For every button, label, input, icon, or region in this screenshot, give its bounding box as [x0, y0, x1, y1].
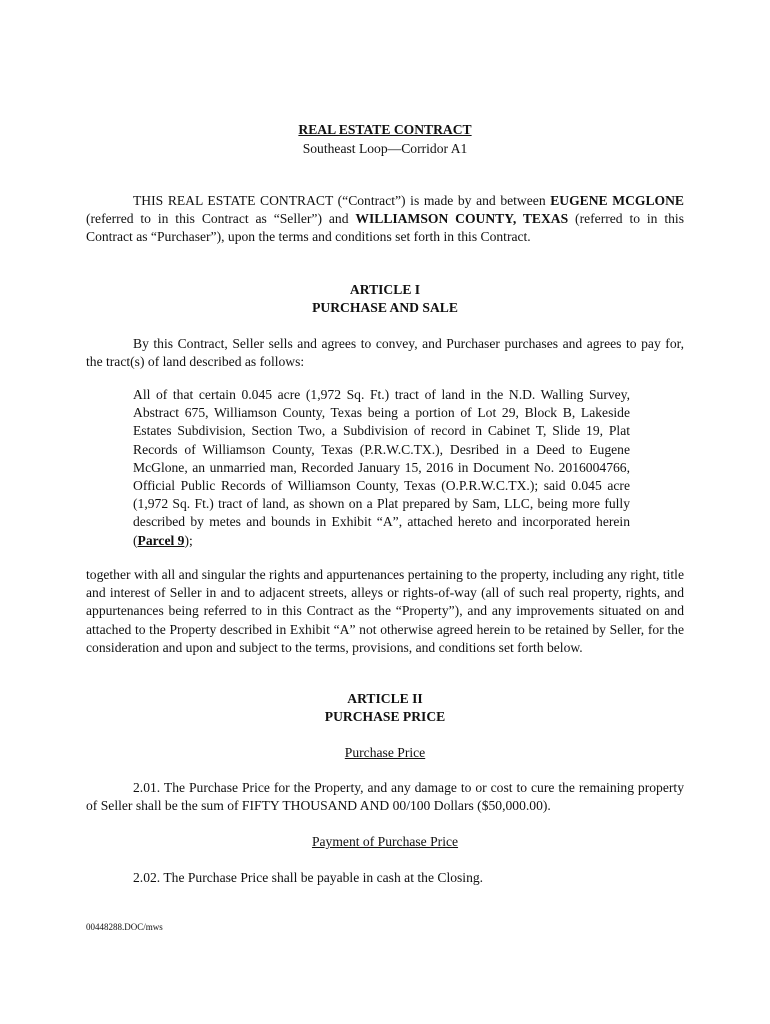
intro-text-3: (referred to in this Contract as “Purchaser”), upon the terms and conditions set forth in this Contract. [86, 211, 684, 245]
seller-name: EUGENE MCGLONE [550, 193, 684, 208]
document-title: REAL ESTATE CONTRACT [298, 122, 472, 137]
article-1-paragraph: By this Contract, Seller sells and agrees to convey, and Purchaser purchases and agrees to pay for, the tract(s) of land described as follows: [86, 336, 684, 370]
article-2-title: PURCHASE PRICE [324, 709, 446, 724]
purchase-price-subheading: Purchase Price [344, 745, 426, 760]
article-2-heading: ARTICLE II [347, 691, 423, 706]
together-paragraph: together with all and singular the rights and appurtenances pertaining to the property, including any right, title and interest of Seller in and to adjacent streets, alleys or rights-of-way (all of such real property, rights, and appurtenances being referred to in this Contract as the “Property”), and any improvements situated on and attached to the Property described in Exhibit “A” not otherwise agreed herein to be retained by Seller, for the consideration and upon and subject to the terms, provisions, and conditions set forth below. [86, 567, 684, 655]
purchaser-name: WILLIAMSON COUNTY, TEXAS [355, 211, 569, 227]
payment-subheading: Payment of Purchase Price [311, 834, 459, 849]
section-2-02: 2.02. The Purchase Price shall be payable in cash at the Closing. [133, 870, 484, 885]
article-1-title: PURCHASE AND SALE [312, 300, 458, 315]
document-subtitle: Southeast Loop—Corridor A1 [302, 141, 468, 156]
intro-text-1: THIS REAL ESTATE CONTRACT (“Contract”) is made by and between [133, 193, 551, 208]
intro-paragraph [86, 192, 684, 247]
legal-description [133, 386, 630, 550]
legal-text: All of that certain 0.045 acre (1,972 Sq. Ft.) tract of land in the N.D. Walling Survey, Abstract 675, Williamson County, Texas being a portion of Lot 29, Block B, Lakeside Estates Subdivision, Section Two, a Subdivision of record in Cabinet T, Slide 19, Plat Records of Williamson County, Texas (P.R.W.C.TX.), Desribed in a Deed to Eugene McGlone, an unmarried man, Recorded January 15, 2016 in Document No. 2016004766, Official Public Records of Williamson County, Texas (O.P.R.W.C.TX.); said 0.045 acre (1,972 Sq. Ft.) tract of land, as shown on a Plat prepared by Sam, LLC, being more fully described by metes and bounds in Exhibit “A”, attached hereto and incorporated herein ( [133, 387, 630, 548]
legal-end: ); [184, 532, 193, 548]
section-2-01: 2.01. The Purchase Price for the Property, and any damage to or cost to cure the remaining property of Seller shall be the sum of FIFTY THOUSAND AND 00/100 Dollars ($50,000.00). [86, 780, 684, 814]
article-1-heading: ARTICLE I [349, 282, 421, 297]
parcel-label: Parcel 9 [137, 532, 185, 548]
footer-doc-id: 00448288.DOC/mws [86, 922, 163, 932]
intro-text-2: (referred to in this Contract as “Seller”) and [86, 211, 356, 227]
